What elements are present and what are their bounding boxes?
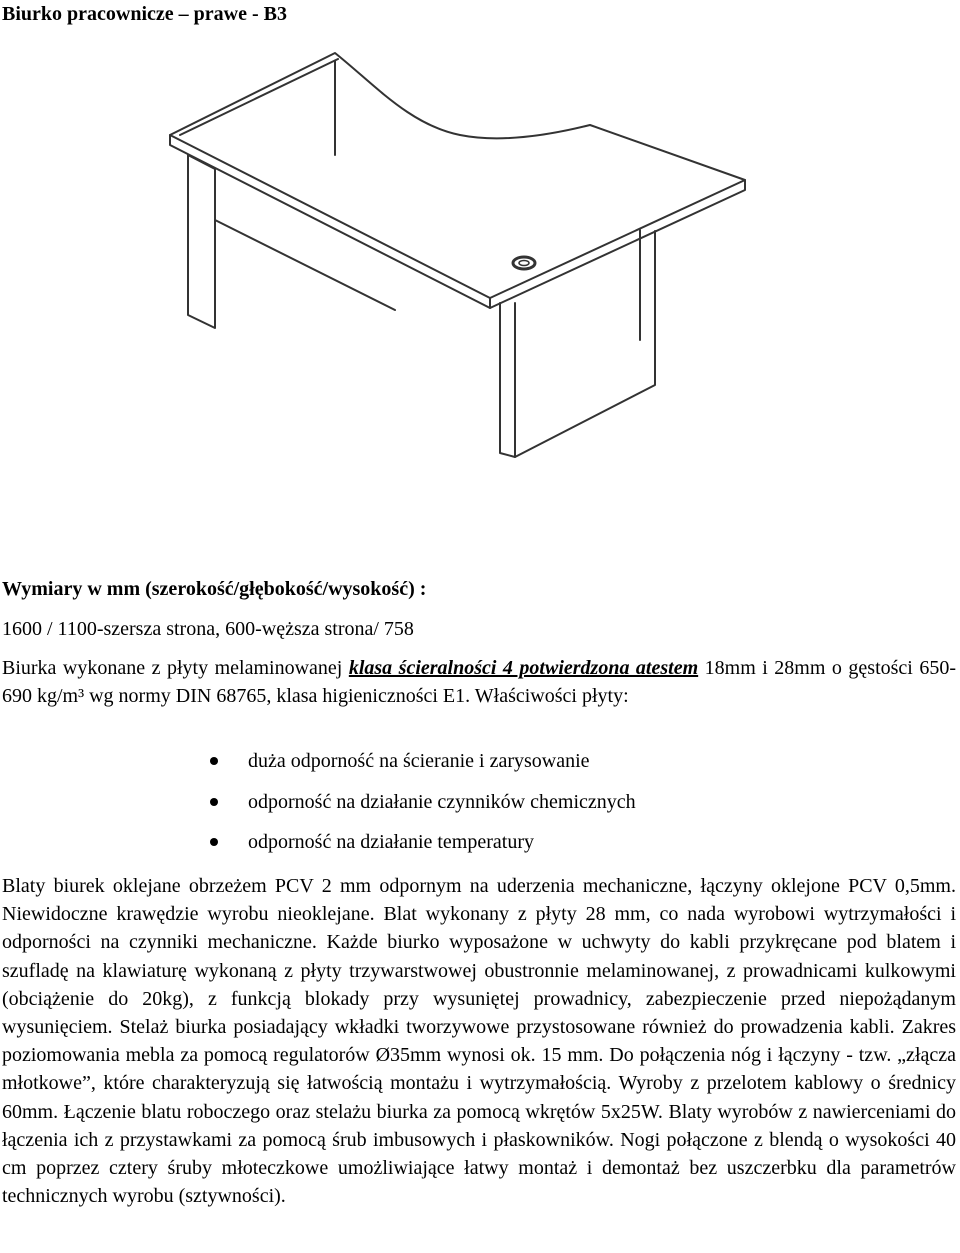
description-sentence: Blaty biurek oklejane obrzeżem PCV 2 mm odpornym na uderzenia mechaniczne, łączyny oklejone PCV 0,5mm. bbox=[2, 875, 956, 897]
description-sentence: Stelaż biurka posiadający wkładki tworzywowe przystosowane również do prowadzenia kabli. bbox=[119, 1016, 895, 1039]
description-sentence: Każde biurko wyposażone w uchwyty do kabli przykręcane pod blatem i szufladę na klawiaturę wykonaną z płyty trzywarstwowej obustronnie melaminowanej, z prowadnicami kulkowymi (obciążenie do 20kg), z funkcją blokady przy wysuniętej prowadnicy, zabezpieczenie przed niepożądanym wysunięciem. bbox=[2, 931, 957, 1039]
description-sentence: Blaty wyrobów z nawierceniami do łączenia ich z przystawkami za pomocą śrub imbusowych i płaskowników. bbox=[2, 1100, 957, 1151]
description-sentence: Do połączenia nóg i łączyny - tzw. „złącza młotkowe”, które charakteryzują się łatwością montażu i wytrzymałością. bbox=[2, 1044, 957, 1095]
material-text-after: 18mm i 28mm o gęstości 650-690 kg/m³ wg normy DIN 68765, klasa higieniczności E1. Właściwości płyty: bbox=[2, 657, 956, 707]
properties-list bbox=[210, 748, 636, 870]
bullet-icon bbox=[210, 838, 218, 846]
bullet-icon bbox=[210, 798, 218, 806]
description-sentence: Blat wykonany z płyty 28 mm, co nada wyrobowi wytrzymałości i odporności na czynniki mechaniczne. bbox=[2, 903, 956, 954]
description-paragraph bbox=[2, 872, 956, 1210]
list-item: duża odporność na ścieranie i zarysowanie bbox=[210, 748, 636, 789]
description-sentence: Wyroby z przelotem kablowy o średnicy 60mm. bbox=[2, 1072, 956, 1123]
dimensions-heading: Wymiary w mm (szerokość/głębokość/wysokość) : bbox=[2, 578, 427, 600]
page-title: Biurko pracownicze – prawe - B3 bbox=[2, 3, 287, 25]
desk-drawing-icon bbox=[160, 45, 760, 465]
material-paragraph bbox=[2, 654, 956, 710]
list-item: odporność na działanie temperatury bbox=[210, 829, 636, 870]
list-item: odporność na działanie czynników chemicznych bbox=[210, 789, 636, 830]
material-emphasis: klasa ścieralności 4 potwierdzona atestem bbox=[348, 657, 699, 679]
description-sentence: Niewidoczne krawędzie wyrobu nieoklejane. bbox=[2, 903, 375, 926]
description-sentence: Zakres poziomowania mebla za pomocą regulatorów Ø35mm wynosi ok. 15 mm. bbox=[2, 1016, 957, 1067]
description-sentence: Nogi połączone z blendą o wysokości 40 cm poprzez cztery śruby młoteczkowe umożliwiające łatwy montaż i demontaż bez uszczerbku dla parametrów technicznych wyrobu (sztywności). bbox=[2, 1128, 957, 1208]
description-sentence: Łączenie blatu roboczego oraz stelażu biurka za pomocą wkrętów 5x25W. bbox=[63, 1100, 663, 1123]
bullet-icon bbox=[210, 757, 218, 765]
material-text-before: Biurka wykonane z płyty melaminowanej bbox=[2, 657, 349, 679]
dimensions-value: 1600 / 1100-szersza strona, 600-węższa strona/ 758 bbox=[2, 618, 414, 640]
